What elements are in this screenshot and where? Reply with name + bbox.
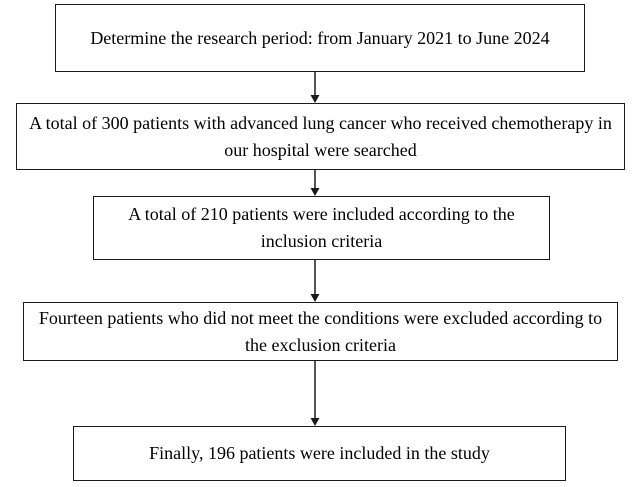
arrow-1-to-2 bbox=[311, 72, 320, 103]
arrow-3-to-4 bbox=[311, 260, 320, 302]
step-research-period-text: Determine the research period: from January 2021 to June 2024 bbox=[90, 27, 550, 48]
step-final-cohort-text: Finally, 196 patients were included in the study bbox=[149, 443, 490, 463]
arrow-4-to-5 bbox=[311, 361, 320, 426]
step-patients-searched-text: A total of 300 patients with advanced lung cancer who received chemotherapy in our hospital were searched bbox=[29, 112, 612, 160]
arrow-2-to-3 bbox=[311, 170, 320, 196]
step-exclusion-criteria-text: Fourteen patients who did not meet the conditions were excluded according to the exclusion criteria bbox=[38, 307, 603, 355]
step-inclusion-criteria-text: A total of 210 patients were included according to the inclusion criteria bbox=[128, 204, 515, 251]
